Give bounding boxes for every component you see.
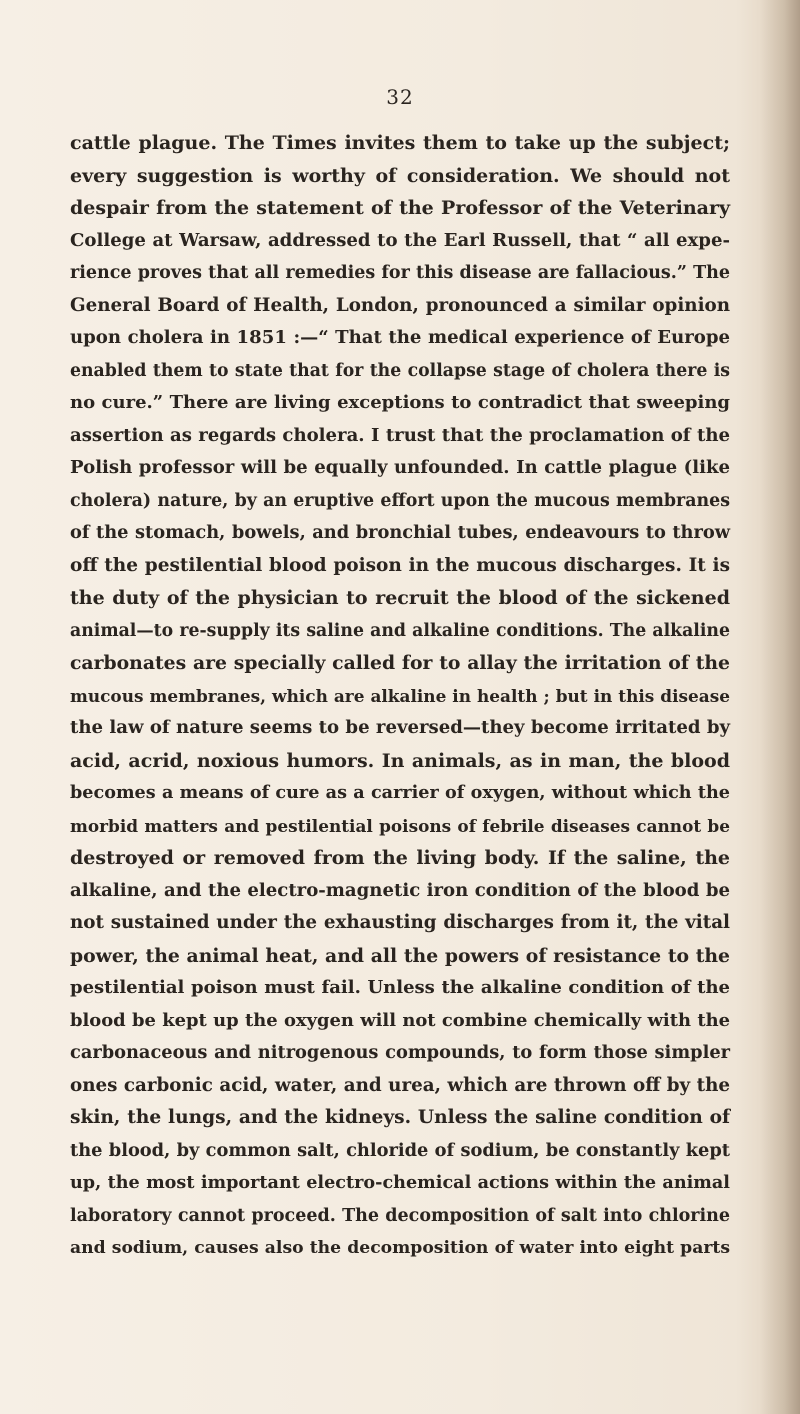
- text-line: off the pestilential blood poison in the mucous discharges. It is: [70, 554, 730, 576]
- text-line: every suggestion is worthy of consideration. We should not: [70, 164, 730, 187]
- text-line: and sodium, causes also the decomposition of water into eight parts: [70, 1238, 730, 1258]
- text-line: laboratory cannot proceed. The decomposition of salt into chlorine: [70, 1205, 730, 1226]
- text-line: blood be kept up the oxygen will not combine chemically with the: [70, 1009, 730, 1031]
- text-line: carbonates are specially called for to allay the irritation of the: [70, 652, 730, 674]
- text-line: of the stomach, bowels, and bronchial tubes, endeavours to throw: [70, 522, 730, 543]
- text-line: not sustained under the exhausting discharges from it, the vital: [70, 912, 730, 933]
- text-line: cholera) nature, by an eruptive effort upon the mucous membranes: [70, 490, 730, 511]
- text-line: ones carbonic acid, water, and urea, which are thrown off by the: [70, 1074, 730, 1096]
- text-line: upon cholera in 1851 :—“ That the medical experience of Europe: [70, 327, 730, 348]
- text-line: pestilential poison must fail. Unless the alkaline condition of the: [70, 977, 730, 998]
- text-line: the law of nature seems to be reversed—they become irritated by: [70, 717, 730, 738]
- text-line: alkaline, and the electro-magnetic iron condition of the blood be: [70, 879, 730, 901]
- text-line: College at Warsaw, addressed to the Earl Russell, that “ all expe-: [70, 229, 730, 251]
- text-line: cattle plague. The Times invites them to take up the subject;: [70, 132, 730, 154]
- text-line: skin, the lungs, and the kidneys. Unless the saline condition of: [70, 1107, 730, 1128]
- body-text: [70, 127, 730, 1265]
- text-line: the blood, by common salt, chloride of sodium, be constantly kept: [70, 1139, 730, 1161]
- text-line: morbid matters and pestilential poisons of febrile diseases cannot be: [70, 815, 730, 836]
- text-line: becomes a means of cure as a carrier of oxygen, without which the: [70, 782, 730, 803]
- text-line: carbonaceous and nitrogenous compounds, to form those simpler: [70, 1042, 730, 1063]
- text-line: the duty of the physician to recruit the blood of the sickened: [70, 587, 730, 609]
- text-line: power, the animal heat, and all the powers of resistance to the: [70, 944, 730, 967]
- text-line: no cure.” There are living exceptions to contradict that sweeping: [70, 392, 730, 413]
- text-line: acid, acrid, noxious humors. In animals, as in man, the blood: [70, 749, 730, 772]
- text-line: despair from the statement of the Professor of the Veterinary: [70, 197, 730, 219]
- text-line: assertion as regards cholera. I trust that the proclamation of the: [70, 424, 730, 446]
- text-line: Polish professor will be equally unfounded. In cattle plague (like: [70, 457, 730, 478]
- page-edge-shadow: [760, 0, 800, 1414]
- text-line: mucous membranes, which are alkaline in health ; but in this disease: [70, 685, 730, 706]
- text-line: up, the most important electro-chemical actions within the animal: [70, 1172, 730, 1193]
- text-line: enabled them to state that for the collapse stage of cholera there is: [70, 360, 730, 381]
- text-line: animal—to re-supply its saline and alkaline conditions. The alkaline: [70, 620, 730, 641]
- text-line: rience proves that all remedies for this disease are fallacious.” The: [70, 263, 730, 283]
- text-line: destroyed or removed from the living body. If the saline, the: [70, 847, 730, 869]
- page-number: 32: [386, 85, 414, 109]
- text-line: General Board of Health, London, pronounced a similar opinion: [70, 294, 730, 316]
